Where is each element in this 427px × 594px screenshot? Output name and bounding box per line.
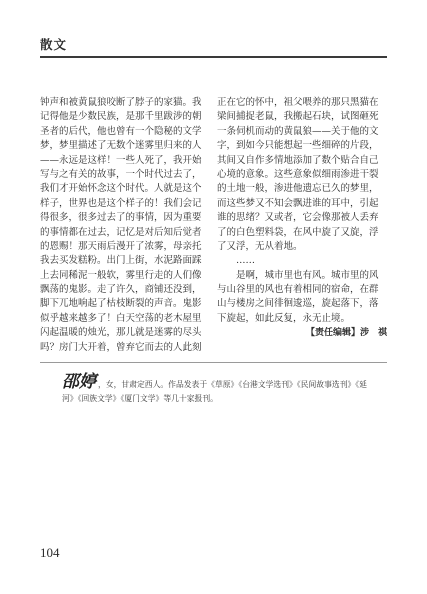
ellipsis-line: …… — [236, 255, 255, 267]
text-line: 了的白色塑料袋，在风中旋了又旋，浮 — [217, 226, 379, 238]
text-line: 圣者的后代，他也曾有一个隐秘的文学 — [40, 125, 202, 137]
text-line: 的恩赐！那天雨后漫开了浓雾，母亲托 — [40, 240, 202, 252]
section-title: 散文 — [40, 37, 68, 52]
text-line: 得很多，很多过去了的事情，因为重要 — [40, 212, 202, 224]
bio-separator — [40, 362, 387, 363]
text-line: 上去同稀泥一般软，雾里行走的人们像 — [40, 269, 202, 281]
text-line: 一条伺机而动的黄鼠狼——关于他的文 — [217, 125, 379, 137]
text-line: 梁间捕捉老鼠，我搬起石块，试图砸死 — [217, 111, 379, 123]
text-line: 似乎越来越多了！白天空荡的老木屋里 — [40, 312, 202, 324]
text-line: 写与之有关的故事，一个时代过去了， — [40, 168, 202, 180]
text-line: 而这些梦又不知会飘进谁的耳中，引起 — [217, 197, 379, 209]
editor-note-label: 【责任编辑】 — [305, 328, 360, 338]
text-line: 吗？房门大开着，曾弃它而去的人此刻 — [40, 341, 202, 353]
text-line: 脚下兀地响起了枯枝断裂的声音。鬼影 — [40, 298, 202, 310]
text-line: 的事情都在过去，记忆是对后知后觉者 — [40, 226, 202, 238]
text-line: 样子，世界也是这个样子的！我们会记 — [40, 197, 202, 209]
bio-text: 河》《回族文学》《厦门文学》等几十家报刊。 — [62, 394, 218, 403]
paragraph-start-line: 是啊，城市里也有风。城市里的风 — [236, 269, 379, 281]
right-column — [217, 96, 387, 326]
text-line: 与山谷里的风也有着相同的宿命，在群 — [217, 284, 379, 296]
text-line: 记得他是少数民族，是那千里跋涉的朝 — [40, 111, 202, 123]
text-line: 心境的意象。这些意象似细雨渗进干裂 — [217, 168, 379, 180]
text-line: 我们才开始怀念这个时代。人就是这个 — [40, 183, 202, 195]
text-line: 了又浮，无从着地。 — [217, 240, 303, 252]
bio-line — [62, 372, 387, 392]
text-line: 山与楼房之间徘徊逡巡，旋起落下，落 — [217, 298, 379, 310]
editor-note — [306, 327, 387, 339]
text-line: 闪起温暖的烛光，那儿就是迷雾的尽头 — [40, 327, 202, 339]
bio-text: ，女，甘肃定西人。作品发表于《草原》《台港文学选刊》《民间故事选刊》《延 — [98, 380, 367, 389]
text-line: 的土地一般，渗进他遗忘已久的梦里， — [217, 183, 379, 195]
text-line: 梦，梦里描述了无数个迷雾里归来的人 — [40, 140, 202, 152]
editor-name: 涉 祺 — [359, 328, 387, 338]
text-line: 飘荡的鬼影。走了许久，商铺还没到， — [40, 284, 202, 296]
page-number: 104 — [40, 545, 60, 560]
text-line: 字，到如今只能想起一些细碎的片段， — [217, 140, 379, 152]
text-line: 我去买发糕粉。出门上街，水泥路面踩 — [40, 255, 202, 267]
text-line: 其间又自作多情地添加了数个贴合自己 — [217, 154, 379, 166]
left-column — [40, 96, 210, 355]
text-line: 正在它的怀中，祖父喂养的那只黑猫在 — [217, 97, 379, 108]
author-name: 邵婷 — [62, 372, 96, 392]
text-line: ——永远是这样！一些人死了，我开始 — [40, 154, 202, 166]
text-line: 钟声和被黄鼠狼咬断了脖子的家猫。我 — [40, 97, 202, 108]
author-bio — [62, 372, 387, 405]
text-line: 下旋起，如此反复，永无止境。 — [217, 312, 351, 324]
header-rule — [40, 56, 387, 58]
text-line: 谁的思绪？又或者，它会像那被人丢弃 — [217, 212, 379, 224]
